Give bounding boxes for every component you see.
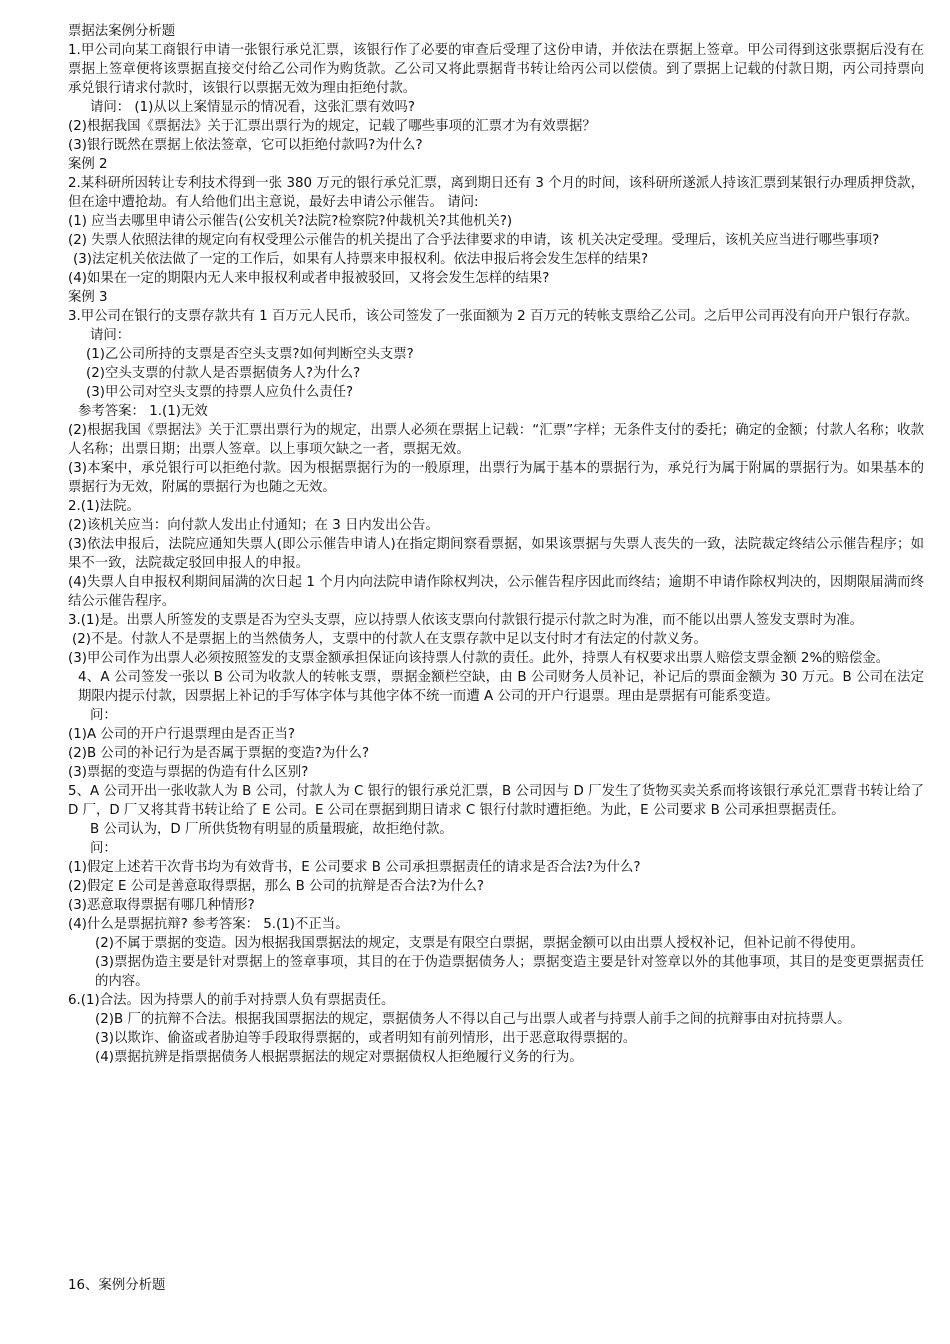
next-section-title: 16、案例分析题	[68, 1278, 166, 1293]
text-line: (3)银行既然在票据上依法签章，它可以拒绝付款吗?为什么?	[68, 138, 423, 153]
text-line: (1)乙公司所持的支票是否空头支票?如何判断空头支票?	[86, 347, 414, 362]
text-line: (2) 失票人依照法律的规定向有权受理公示催告的机关提出了合乎法律要求的申请，该 机关决定受理。受理后，该机关应当进行哪些事项?	[68, 233, 880, 248]
text-line: (2)不属于票据的变造。因为根据我国票据法的规定，支票是有限空白票据，票据金额可以由出票人授权补记，但补记前不得使用。	[95, 936, 864, 951]
text-line: 请问： (1)从以上案情显示的情况看，这张汇票有效吗?	[90, 100, 415, 115]
text-line: (3)甲公司作为出票人必须按照签发的支票金额承担保证向该持票人付款的责任。此外，持票人有权要求出票人赔偿支票金额 2%的赔偿金。	[68, 651, 890, 666]
text-line: 4、A 公司签发一张以 B 公司为收款人的转帐支票，票据金额栏空缺，由 B 公司财务人员补记，补记后的票面金额为 30 万元。B 公司在法定期限内提示付款，因票据上补记的手写体字体与其他字体不统一而遭 A 公司的开户行退票。理由是票据有可能系变造。	[78, 670, 924, 704]
document-body	[68, 41, 924, 1067]
text-line: (3)甲公司对空头支票的持票人应负什么责任?	[86, 385, 354, 400]
text-line: (4)失票人自申报权利期间届满的次日起 1 个月内向法院申请作除权判决，公示催告程序因此而终结；逾期不申请作除权判决的，因期限届满而终结公示催告程序。	[68, 575, 924, 609]
text-line: (4)如果在一定的期限内无人来申报权利或者申报被驳回，又将会发生怎样的结果?	[68, 271, 550, 286]
text-line: (2)B 厂的抗辩不合法。根据我国票据法的规定，票据债务人不得以自己与出票人或者与持票人前手之间的抗辩事由对抗持票人。	[95, 1012, 851, 1027]
text-line: 问：	[90, 841, 117, 856]
text-line: (1) 应当去哪里申请公示催告(公安机关?法院?检察院?仲裁机关?其他机关?)	[68, 214, 513, 229]
text-line: 问：	[90, 708, 117, 723]
text-line: (2)该机关应当：向付款人发出止付通知；在 3 日内发出公告。	[68, 518, 439, 533]
text-line: (2)根据我国《票据法》关于汇票出票行为的规定，记载了哪些事项的汇票才为有效票据？	[68, 119, 596, 134]
document-title: 票据法案例分析题	[68, 24, 176, 39]
text-line: (1)A 公司的开户行退票理由是否正当?	[68, 727, 295, 742]
text-line: (4)什么是票据抗辩? 参考答案： 5.(1)不正当。	[68, 917, 349, 932]
text-line: 请问：	[90, 328, 131, 343]
text-line: (2)不是。付款人不是票据上的当然债务人，支票中的付款人在支票存款中足以支付时才有法定的付款义务。	[72, 632, 707, 647]
text-line: (2)假定 E 公司是善意取得票据，那么 B 公司的抗辩是否合法?为什么?	[68, 879, 485, 894]
text-line: (3)票据伪造主要是针对票据上的签章事项，其目的在于伪造票据债务人；票据变造主要是针对签章以外的其他事项，其目的是变更票据责任的内容。	[95, 955, 924, 989]
text-line: 案例 3	[68, 290, 108, 305]
text-line: 参考答案： 1.(1)无效	[78, 404, 208, 419]
text-line: (3)票据的变造与票据的伪造有什么区别?	[68, 765, 309, 780]
text-line: (3)本案中，承兑银行可以拒绝付款。因为根据票据行为的一般原理，出票行为属于基本的票据行为，承兑行为属于附属的票据行为。如果基本的票据行为无效，附属的票据行为也随之无效。	[68, 461, 924, 495]
text-line: (2)根据我国《票据法》关于汇票出票行为的规定，出票人必须在票据上记载：“汇票”字样；无条件支付的委托；确定的金额；付款人名称；收款人名称；出票日期；出票人签章。以上事项欠缺之一者，票据无效。	[68, 423, 924, 457]
text-line: 2.(1)法院。	[68, 499, 140, 514]
text-line: (1)假定上述若干次背书均为有效背书，E 公司要求 B 公司承担票据责任的请求是否合法?为什么?	[68, 860, 641, 875]
text-line: (3)法定机关依法做了一定的工作后，如果有人持票来申报权利。依法申报后将会发生怎样的结果?	[73, 252, 649, 267]
text-line: 3.(1)是。出票人所签发的支票是否为空头支票，应以持票人依该支票向付款银行提示付款之时为准，而不能以出票人签发支票时为准。	[68, 613, 864, 628]
text-line: (3)以欺诈、偷盗或者胁迫等手段取得票据的，或者明知有前列情形，出于恶意取得票据的。	[95, 1031, 637, 1046]
text-line: (4)票据抗辨是指票据债务人根据票据法的规定对票据债权人拒绝履行义务的行为。	[95, 1050, 583, 1065]
text-line: 3.甲公司在银行的支票存款共有 1 百万元人民币，该公司签发了一张面额为 2 百万元的转帐支票给乙公司。之后甲公司再没有向开户银行存款。	[68, 309, 919, 324]
text-line: (2)B 公司的补记行为是否属于票据的变造?为什么?	[68, 746, 370, 761]
text-line: 5、A 公司开出一张收款人为 B 公司，付款人为 C 银行的银行承兑汇票，B 公司因与 D 厂发生了货物买卖关系而将该银行承兑汇票背书转让给了 D 厂，D 厂又将其背书转让给了 E 公司。E 公司在票据到期日请求 C 银行付款时遭拒绝。为此，E 公司要求 B 公司承担票据责任。	[68, 784, 924, 818]
text-line: 1.甲公司向某工商银行申请一张银行承兑汇票，该银行作了必要的审查后受理了这份申请，并依法在票据上签章。甲公司得到这张票据后没有在票据上签章便将该票据直接交付给乙公司作为购货款。乙公司又将此票据背书转让给丙公司以偿债。到了票据上记载的付款日期，丙公司持票向承兑银行请求付款时，该银行以票据无效为理由拒绝付款。	[68, 43, 924, 96]
text-line: B 公司认为，D 厂所供货物有明显的质量瑕疵，故拒绝付款。	[90, 822, 453, 837]
text-line: 2.某科研所因转让专利技术得到一张 380 万元的银行承兑汇票，离到期日还有 3 个月的时间，该科研所遂派人持该汇票到某银行办理质押贷款，但在途中遭抢劫。有人给他们出主意说，最好去申请公示催告。 请问:	[68, 176, 924, 210]
text-line: (2)空头支票的付款人是否票据债务人?为什么?	[86, 366, 361, 381]
text-line: (3)依法申报后，法院应通知失票人(即公示催告申请人)在指定期间察看票据，如果该票据与失票人丧失的一致，法院裁定终结公示催告程序；如果不一致，法院裁定驳回申报人的申报。	[68, 537, 924, 571]
text-line: 6.(1)合法。因为持票人的前手对持票人负有票据责任。	[68, 993, 395, 1008]
text-line: (3)恶意取得票据有哪几种情形?	[68, 898, 255, 913]
text-line: 案例 2	[68, 157, 108, 172]
